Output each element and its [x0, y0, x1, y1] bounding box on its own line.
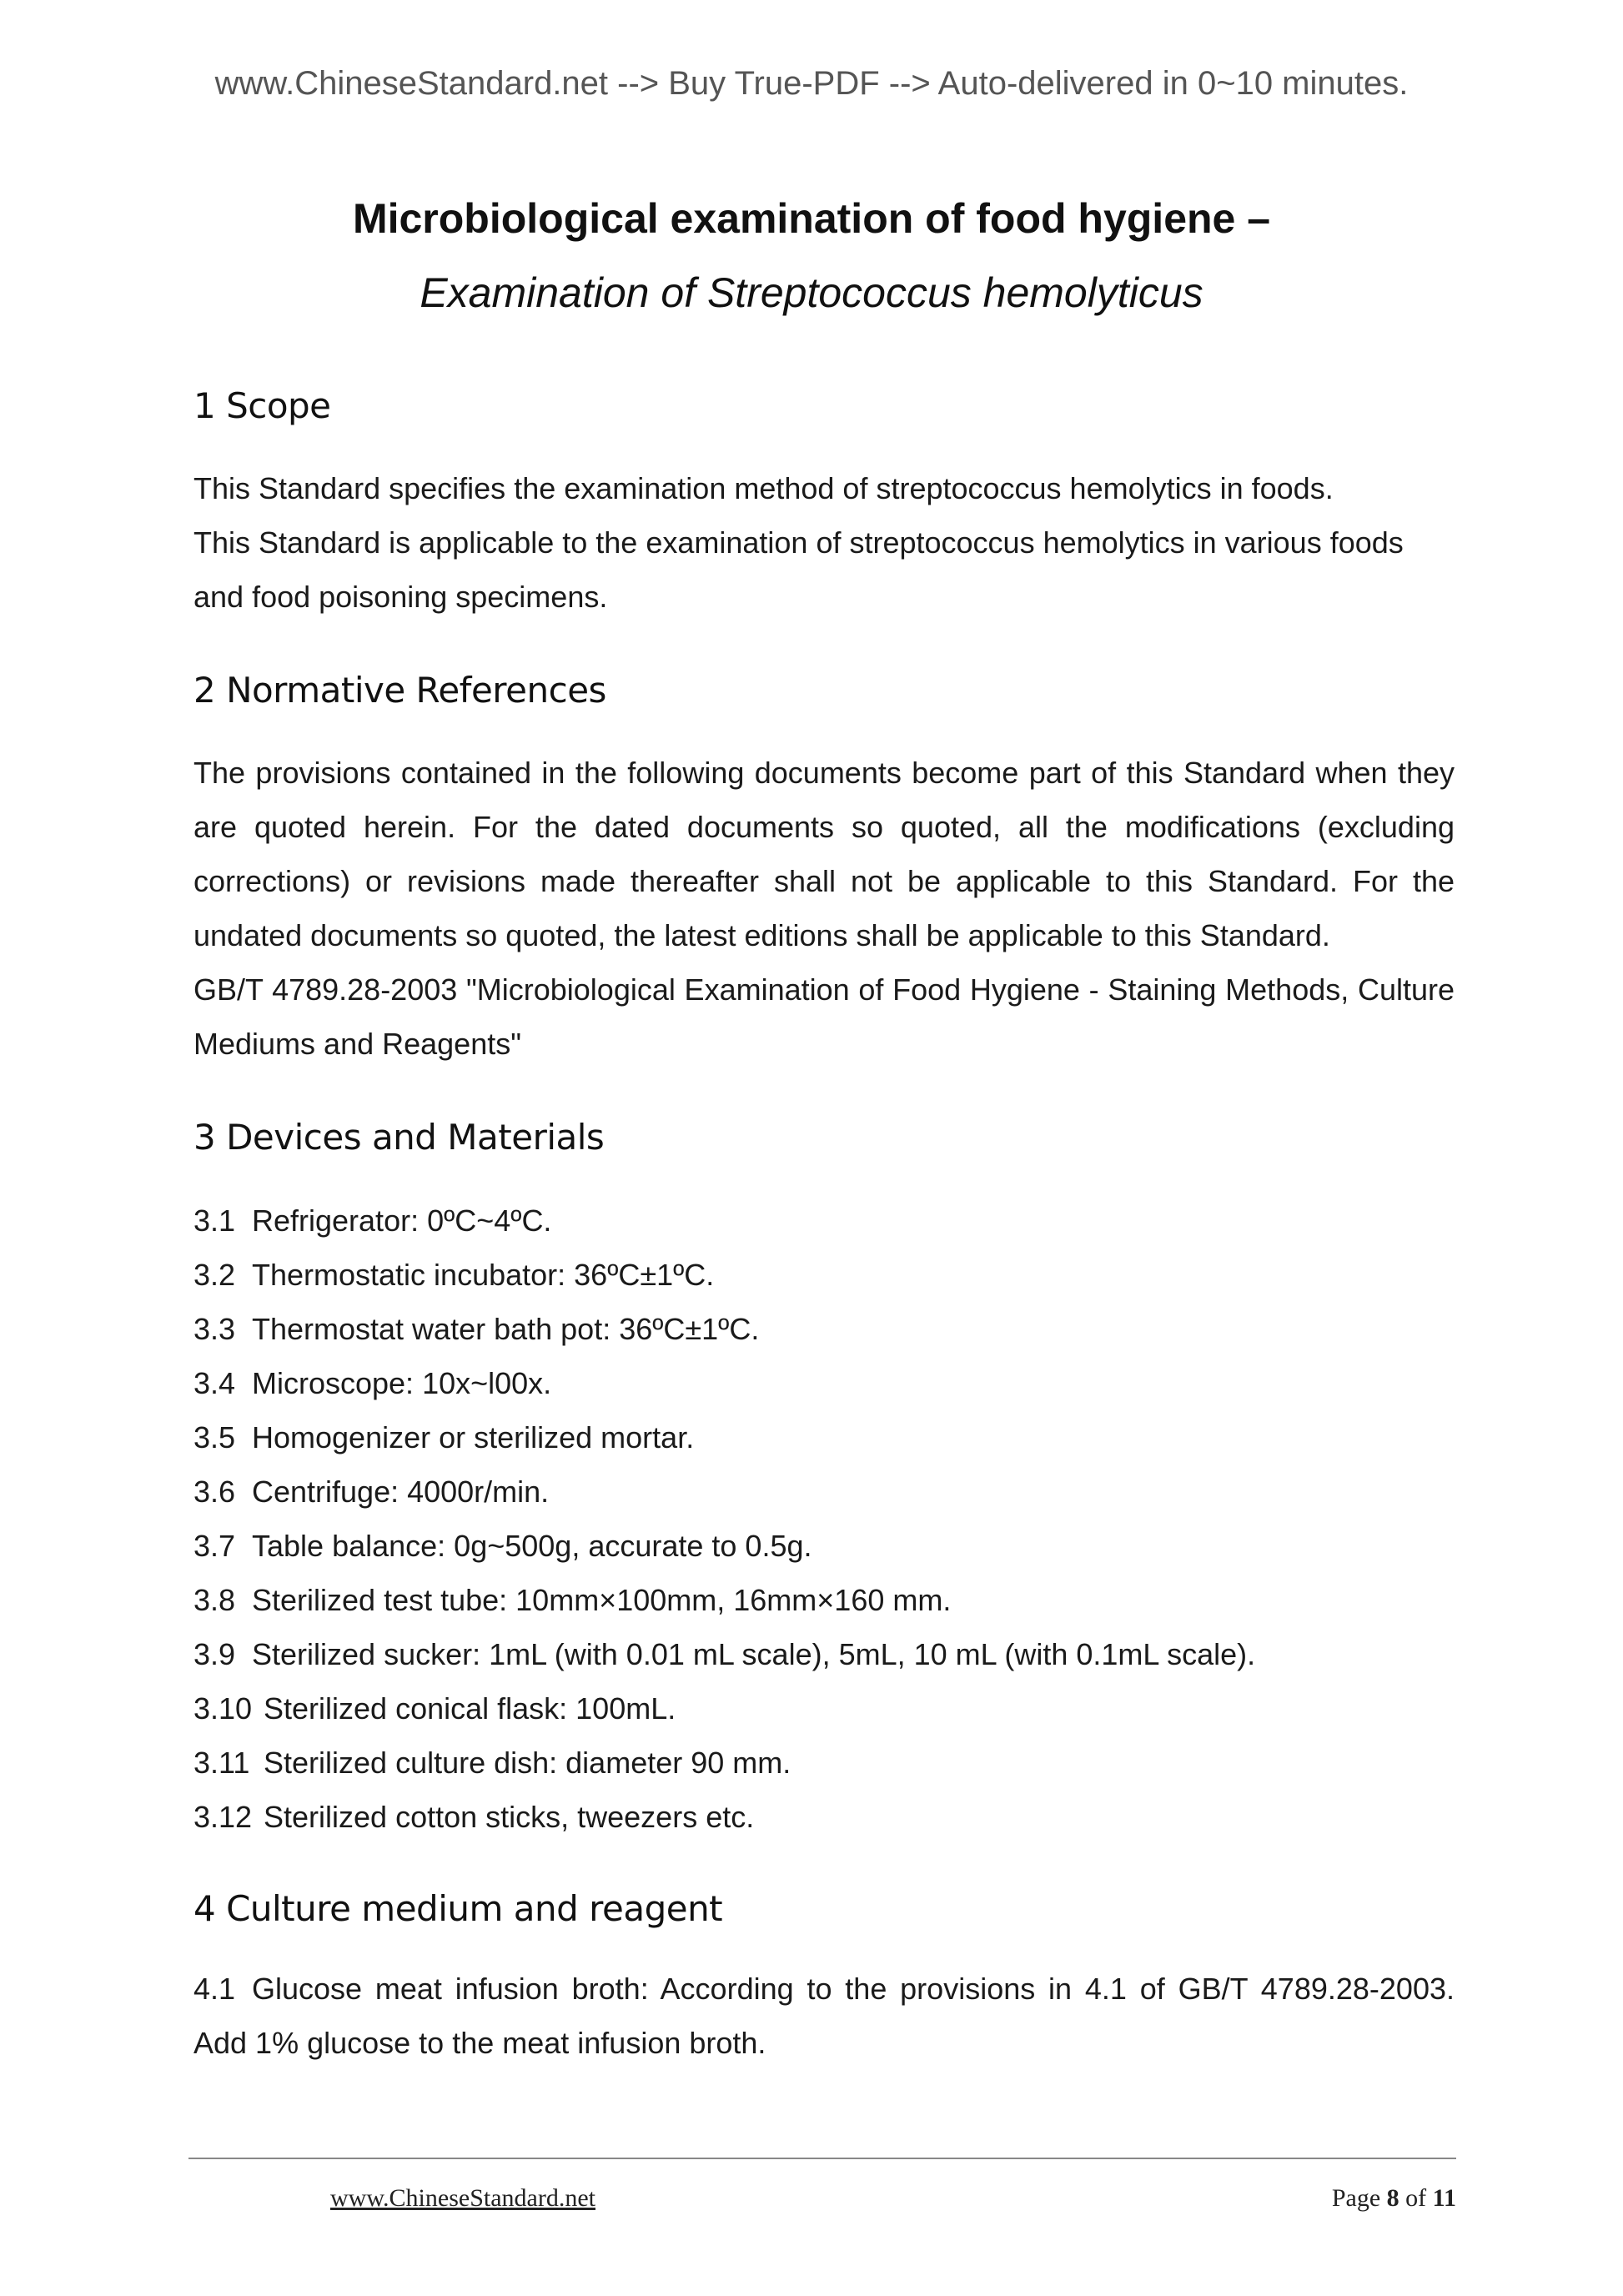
section-heading-references: 2 Normative References — [193, 670, 606, 711]
top-banner[interactable]: www.ChineseStandard.net --> Buy True-PDF --> Auto-delivered in 0~10 minutes. — [214, 65, 1409, 102]
device-item-3-10: 3.10 Sterilized conical flask: 100mL. — [193, 1691, 676, 1726]
document-title: Microbiological examination of food hygiene – — [352, 195, 1271, 242]
device-item-3-12: 3.12 Sterilized cotton sticks, tweezers etc. — [193, 1800, 755, 1834]
device-item-3-11: 3.11 Sterilized culture dish: diameter 90 mm. — [193, 1746, 791, 1780]
scope-paragraph-2: This Standard is applicable to the examination of streptococcus hemolytics in various foods and food poisoning specimens. — [193, 525, 1404, 614]
footer-divider — [188, 2158, 1456, 2159]
device-item-3-8: 3.8 Sterilized test tube: 10mm×100mm, 16mm×160 mm. — [193, 1583, 952, 1617]
device-item-3-3: 3.3 Thermostat water bath pot: 36ºC±1ºC. — [193, 1312, 760, 1346]
references-paragraph-1: The provisions contained in the following documents become part of this Standard when they are quoted herein. For the dated documents so quoted, all the modifications (excluding corrections) or revisions made thereafter shall not be applicable to this Standard. For the undated documents so quoted, the latest editions shall be applicable to this Standard. — [193, 756, 1455, 952]
device-item-3-7: 3.7 Table balance: 0g~500g, accurate to 0.5g. — [193, 1529, 812, 1563]
section-heading-devices: 3 Devices and Materials — [193, 1117, 605, 1158]
device-item-3-9: 3.9 Sterilized sucker: 1mL (with 0.01 mL scale), 5mL, 10 mL (with 0.1mL scale). — [193, 1637, 1256, 1671]
footer-page-number: Page 8 of 11 — [1331, 2184, 1456, 2212]
device-item-3-2: 3.2 Thermostatic incubator: 36ºC±1ºC. — [193, 1258, 715, 1292]
scope-paragraph-1: This Standard specifies the examination method of streptococcus hemolytics in foods. — [193, 471, 1334, 505]
footer-site-link[interactable]: www.ChineseStandard.net — [330, 2184, 595, 2212]
culture-item-4-1: 4.1 Glucose meat infusion broth: According to the provisions in 4.1 of GB/T 4789.28-2003. Add 1% glucose to the meat infusion broth. — [193, 1972, 1455, 2060]
section-heading-culture: 4 Culture medium and reagent — [193, 1888, 723, 1929]
device-item-3-4: 3.4 Microscope: 10x~l00x. — [193, 1366, 552, 1400]
device-item-3-5: 3.5 Homogenizer or sterilized mortar. — [193, 1420, 695, 1454]
document-subtitle: Examination of Streptococcus hemolyticus — [420, 269, 1203, 316]
section-heading-scope: 1 Scope — [193, 385, 331, 426]
device-item-3-1: 3.1 Refrigerator: 0ºC~4ºC. — [193, 1203, 552, 1238]
references-paragraph-2: GB/T 4789.28-2003 "Microbiological Examination of Food Hygiene - Staining Methods, Culture Mediums and Reagents" — [193, 972, 1455, 1061]
device-item-3-6: 3.6 Centrifuge: 4000r/min. — [193, 1475, 550, 1509]
